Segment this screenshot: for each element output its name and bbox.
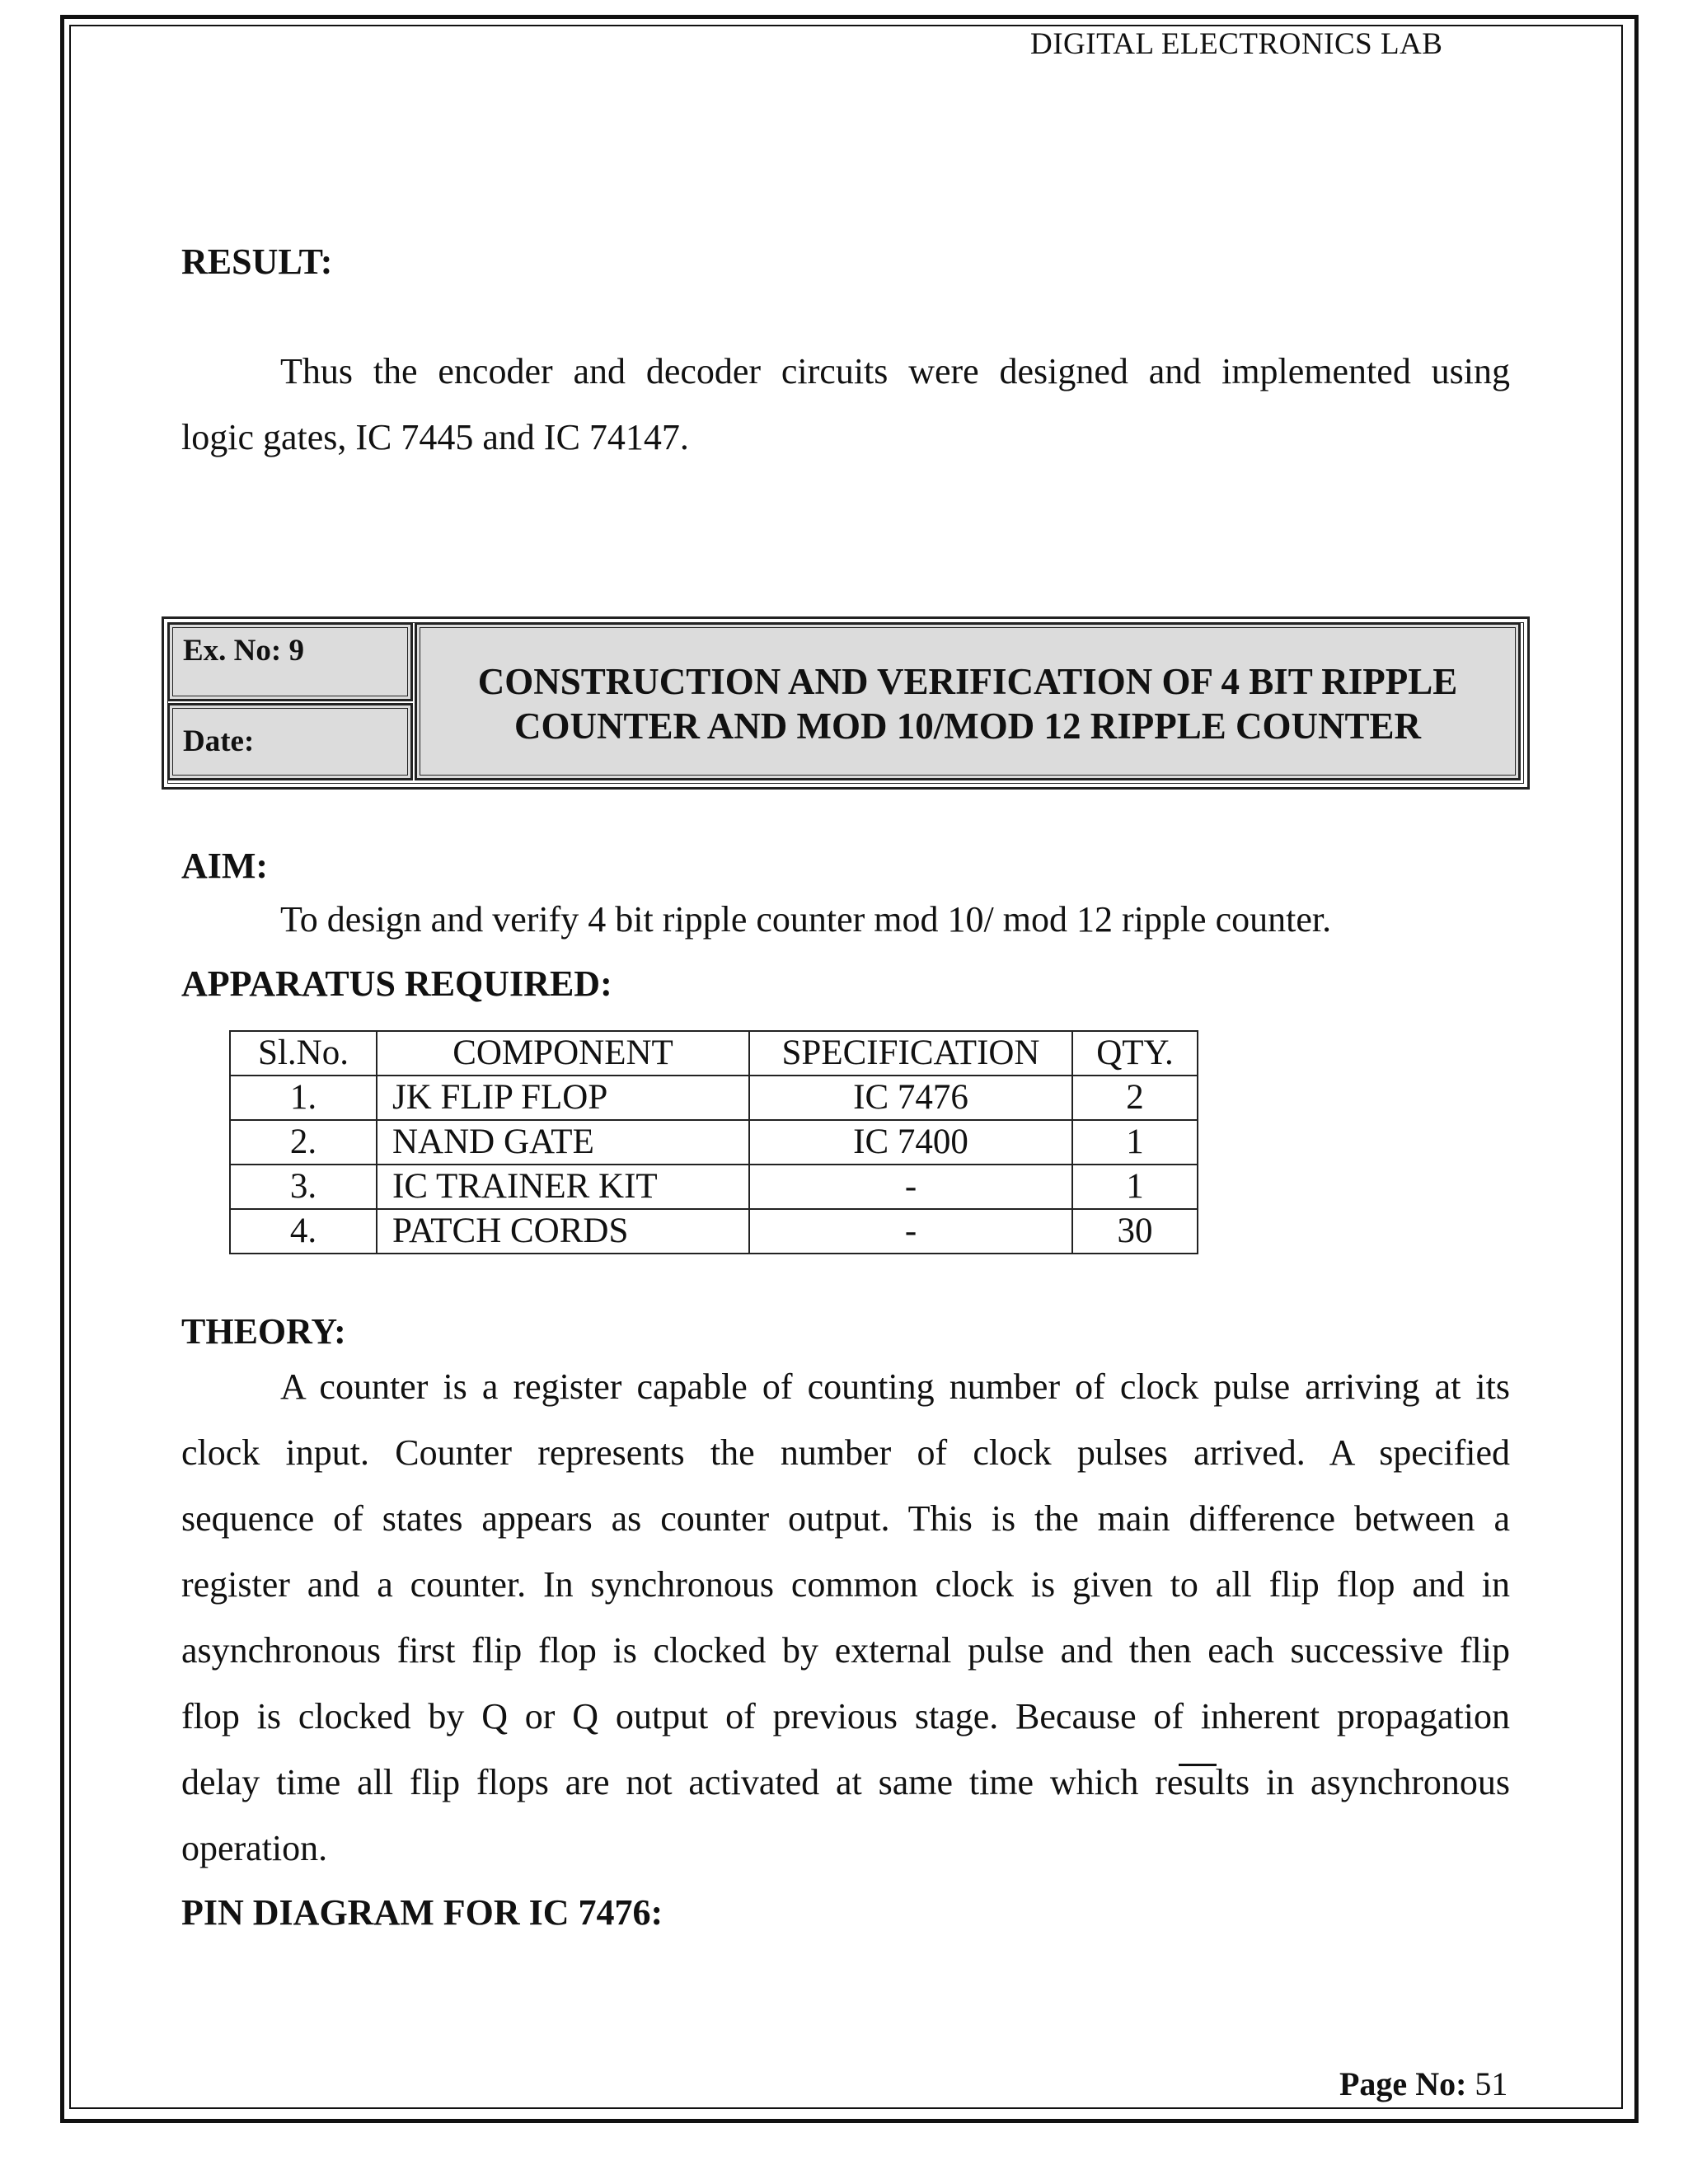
cell-component: JK FLIP FLOP bbox=[377, 1076, 749, 1120]
col-header-component: COMPONENT bbox=[377, 1031, 749, 1076]
result-line-2: logic gates, IC 7445 and IC 74147. bbox=[181, 417, 689, 457]
table-row bbox=[230, 1209, 1198, 1254]
cell-qty: 1 bbox=[1072, 1165, 1198, 1209]
col-header-qty: QTY. bbox=[1072, 1031, 1198, 1076]
theory-line-5: asynchronous first flip flop is clocked by external pulse and then each successive flip bbox=[181, 1630, 1510, 1671]
theory-line-8: operation. bbox=[181, 1828, 328, 1868]
page-number-label: Page No: bbox=[1339, 2065, 1467, 2102]
theory-line-6: flop is clocked by Q or Q output of previous stage. Because of inherent propagation bbox=[181, 1696, 1510, 1736]
theory-line-7: delay time all flip flops are not activated at same time which results in asynchronous bbox=[181, 1762, 1510, 1802]
experiment-title-cell bbox=[415, 622, 1521, 780]
table-row bbox=[230, 1120, 1198, 1165]
theory-line-3: sequence of states appears as counter output. This is the main difference between a bbox=[181, 1498, 1510, 1539]
cell-specification: IC 7476 bbox=[749, 1076, 1072, 1120]
date-label: Date: bbox=[183, 724, 255, 758]
theory-line-1 bbox=[181, 1353, 1510, 1420]
experiment-title-line-1: CONSTRUCTION AND VERIFICATION OF 4 BIT RIPPLE bbox=[477, 661, 1458, 702]
cell-slno: 4. bbox=[230, 1209, 377, 1254]
cell-qty: 1 bbox=[1072, 1120, 1198, 1165]
experiment-title-line-2: COUNTER AND MOD 10/MOD 12 RIPPLE COUNTER bbox=[513, 705, 1422, 747]
cell-slno: 3. bbox=[230, 1165, 377, 1209]
col-header-slno: Sl.No. bbox=[230, 1031, 377, 1076]
cell-slno: 1. bbox=[230, 1076, 377, 1120]
page-number-value: 51 bbox=[1475, 2065, 1508, 2102]
col-header-specification: SPECIFICATION bbox=[749, 1031, 1072, 1076]
cell-specification: - bbox=[749, 1165, 1072, 1209]
cell-component: NAND GATE bbox=[377, 1120, 749, 1165]
ex-no-cell bbox=[167, 622, 413, 701]
aim-heading: AIM: bbox=[181, 846, 269, 886]
lab-header: DIGITAL ELECTRONICS LAB bbox=[1030, 27, 1443, 61]
cell-component: IC TRAINER KIT bbox=[377, 1165, 749, 1209]
cell-qty: 30 bbox=[1072, 1209, 1198, 1254]
apparatus-heading: APPARATUS REQUIRED: bbox=[181, 963, 612, 1004]
result-line-1-text: Thus the encoder and decoder circuits were designed and implemented using bbox=[280, 351, 1510, 391]
pin-diagram-heading: PIN DIAGRAM FOR IC 7476: bbox=[181, 1892, 663, 1933]
table-header-row bbox=[230, 1031, 1198, 1076]
cell-slno: 2. bbox=[230, 1120, 377, 1165]
apparatus-table bbox=[229, 1030, 1198, 1254]
cell-specification: IC 7400 bbox=[749, 1120, 1072, 1165]
ex-no-label: Ex. No: 9 bbox=[183, 634, 304, 668]
cell-specification: - bbox=[749, 1209, 1072, 1254]
cell-qty: 2 bbox=[1072, 1076, 1198, 1120]
theory-line-4: register and a counter. In synchronous common clock is given to all flip flop and in bbox=[181, 1564, 1510, 1605]
aim-text: To design and verify 4 bit ripple counter mod 10/ mod 12 ripple counter. bbox=[280, 899, 1332, 940]
experiment-header-box bbox=[162, 616, 1530, 790]
result-heading: RESULT: bbox=[181, 241, 333, 282]
theory-line-2: clock input. Counter represents the number of clock pulses arrived. A specified bbox=[181, 1432, 1510, 1473]
theory-line-1-text: A counter is a register capable of counting number of clock pulse arriving at its bbox=[280, 1366, 1510, 1407]
table-row bbox=[230, 1076, 1198, 1120]
cell-component: PATCH CORDS bbox=[377, 1209, 749, 1254]
page-number bbox=[1339, 2064, 1507, 2103]
table-row bbox=[230, 1165, 1198, 1209]
date-cell bbox=[167, 703, 413, 780]
result-line-1 bbox=[181, 338, 1510, 405]
theory-heading: THEORY: bbox=[181, 1311, 346, 1352]
